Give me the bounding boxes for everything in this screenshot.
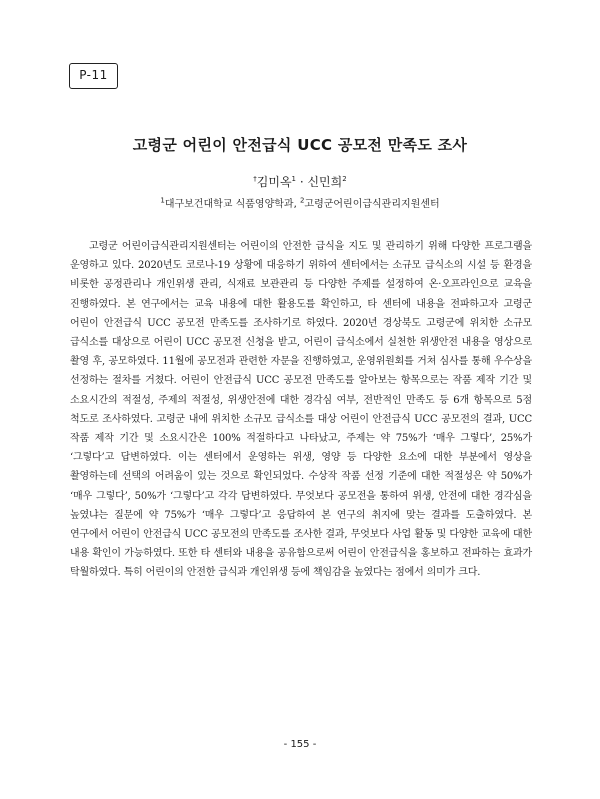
poster-code-badge: P-11 (69, 63, 118, 89)
paper-title: 고령군 어린이 안전급식 UCC 공모전 만족도 조사 (132, 136, 468, 154)
author-separator: · (296, 175, 308, 189)
affiliation-mark-1: 1 (160, 196, 165, 205)
author-name-1: 김미옥 (256, 175, 292, 189)
author-line (0, 173, 600, 190)
corresponding-author-mark: † (253, 175, 257, 183)
affiliation-2: 고령군어린이급식관리지원센터 (304, 199, 440, 210)
author-affiliation-mark-1: 1 (291, 175, 297, 183)
author-affiliation-mark-2: 2 (342, 175, 347, 183)
affiliation-1: 대구보건대학교 식품영양학과, (164, 199, 297, 210)
affiliation-mark-2: 2 (299, 196, 305, 205)
affiliation-line (0, 195, 600, 210)
abstract-body: 고령군 어린이급식관리지원센터는 어린이의 안전한 급식을 지도 및 관리하기 위해 다양한 프로그램을 운영하고 있다. 2020년도 코로나-19 상황에 대응하기 위하여 센터에서는 소규모 급식소의 시설 등 환경을 비롯한 공정관리나 개인위생 관리, 식재료 보관관리 등 다양한 주제를 설정하여 온·오프라인으로 교육을 진행하였다. 본 연구에서는 교육 내용에 대한 활용도를 확인하고, 타 센터에 내용을 전파하고자 고령군 어린이 안전급식 UCC 공모전 만족도를 조사하기로 하였다. 2020년 경상북도 고령군에 위치한 소규모 급식소를 대상으로 어린이 UCC 공모전 신청을 받고, 어린이 급식소에서 실천한 위생안전 내용을 영상으로 촬영 후, 공모하였다. 11월에 공모전과 관련한 자문을 진행하였고, 운영위원회를 거쳐 심사를 통해 우수상을 선정하는 절차를 거쳤다. 어린이 안전급식 UCC 공모전 만족도를 알아보는 항목으로는 작품 제작 기간 및 소요시간의 적절성, 주제의 적절성, 위생안전에 대한 경각심 여부, 전반적인 만족도 등 6개 항목으로 5점 척도로 조사하였다. 고령군 내에 위치한 소규모 급식소를 대상 어린이 안전급식 UCC 공모전의 결과, UCC 작품 제작 기간 및 소요시간은 100% 적절하다고 나타났고, 주제는 약 75%가 ‘매우 그렇다’, 25%가 ‘그렇다’고 답변하였다. 이는 센터에서 운영하는 위생, 영양 등 다양한 요소에 대한 부분에서 영상을 촬영하는데 선택의 어려움이 있는 것으로 확인되었다. 수상작 작품 선정 기준에 대한 적절성은 약 50%가 ‘매우 그렇다’, 50%가 ‘그렇다’고 각각 답변하였다. 무엇보다 공모전을 통하여 위생, 안전에 대한 경각심을 높였냐는 질문에 약 75%가 ‘매우 그렇다’고 응답하여 본 연구의 취지에 맞는 결과를 도출하였다. 본 연구에서 어린이 안전급식 UCC 공모전의 만족도를 조사한 결과, 무엇보다 사업 활동 및 다양한 교육에 대한 내용 확인이 가능하였다. 또한 타 센터와 내용을 공유함으로써 어린이 안전급식을 홍보하고 전파하는 효과가 탁월하였다. 특히 어린이의 안전한 급식과 개인위생 등에 책임감을 높였다는 점에서 의미가 크다. (70, 241, 532, 579)
page-number: - 155 - (283, 739, 317, 750)
author-name-2: 신민희 (307, 175, 343, 189)
